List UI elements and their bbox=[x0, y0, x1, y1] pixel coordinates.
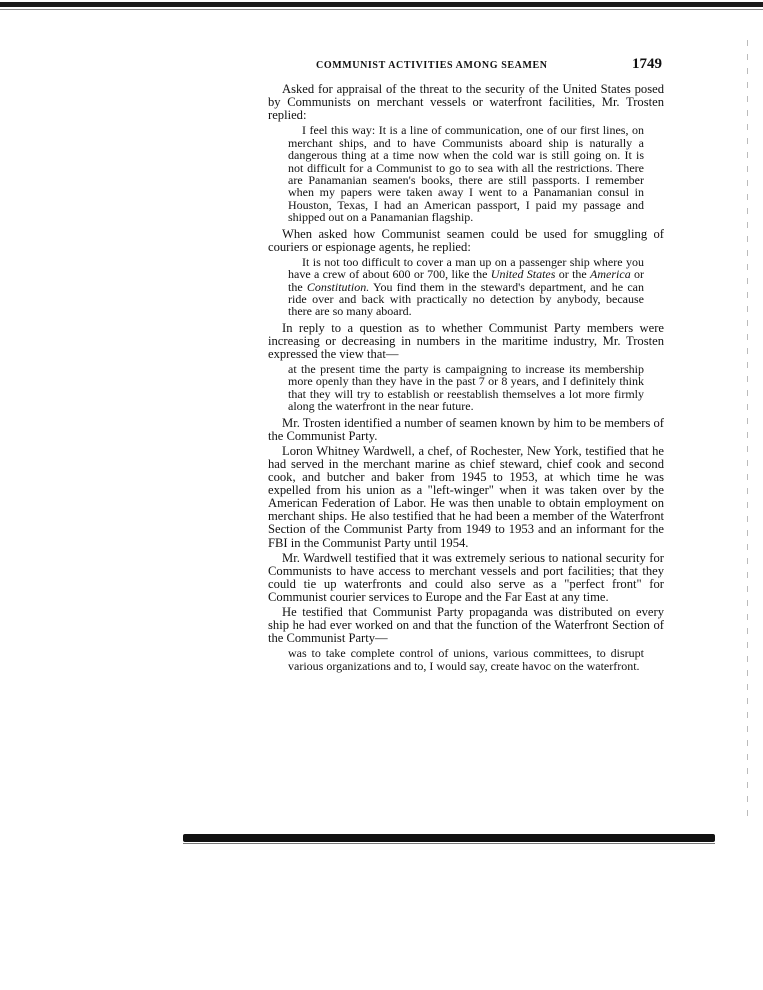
page-number: 1749 bbox=[632, 56, 662, 72]
paragraph-membership-question: In reply to a question as to whether Communist Party members were increasing or decreasing in numbers in the maritime industry, Mr. Trosten expressed the view that— bbox=[268, 320, 664, 361]
bottom-border-edge bbox=[183, 843, 715, 844]
quote-trosten-threat bbox=[288, 124, 644, 223]
quote-wardwell-function bbox=[288, 647, 644, 672]
ship-name: Constitution. bbox=[306, 279, 370, 294]
top-border-rule bbox=[0, 2, 763, 7]
paragraph-wardwell-propaganda: He testified that Communist Party propaganda was distributed on every ship he had ever worked on and that the function of the Waterfront Section of the Communist Party— bbox=[268, 604, 664, 646]
quote-trosten-membership bbox=[288, 363, 644, 413]
running-head: COMMUNIST ACTIVITIES AMONG SEAMEN bbox=[316, 60, 548, 71]
quote-text: It is not too difficult to cover a man up on a passenger ship where you have a crew of about 600 or 700, like the United States or the America or the Constitution. You find them in the steward's department, and he can ride over and back with practically no detection by anybody, because there are so many aboard. bbox=[288, 254, 645, 319]
ship-name: United States bbox=[490, 267, 556, 282]
quote-text: was to take complete control of unions, various committees, to disrupt various organizations and to, I would say, create havoc on the waterfront. bbox=[288, 646, 644, 673]
page-body bbox=[268, 83, 664, 676]
page-header bbox=[268, 56, 664, 76]
paragraph-appraisal-question: Asked for appraisal of the threat to the security of the United States posed by Communists on merchant vessels or waterfront facilities, Mr. Trosten replied: bbox=[268, 82, 664, 123]
paragraph-wardwell-security: Mr. Wardwell testified that it was extremely serious to national security for Communists to have access to merchant vessels and port facilities; that they could tie up waterfronts and could also serve as a "perfect front" for Communist courier services to Europe and the Far East at any time. bbox=[268, 550, 664, 604]
quote-text: I feel this way: It is a line of communication, one of our first lines, on merchant ships, and to have Communists aboard ship is naturally a dangerous thing at a time now when the cold war is still going on. It is not difficult for a Communist to go to sea with all the restrictions. There are Panamanian seamen's books, there are still passports. I remember when my papers were taken away I went to a Panamanian consul in Houston, Texas, I had an American passport, I paid my passage and shipped out on a Panamanian flagship. bbox=[288, 123, 644, 225]
scan-margin-artifact bbox=[747, 40, 748, 820]
paragraph-trosten-identified: Mr. Trosten identified a number of seamen known by him to be members of the Communist Party. bbox=[268, 415, 664, 443]
ship-name: America bbox=[590, 267, 631, 282]
quote-text: at the present time the party is campaigning to increase its membership more openly than they have in the past 7 or 8 years, and I definitely think that they will try to establish or reestablish themselves a lot more firmly along the waterfront in the near future. bbox=[288, 362, 644, 414]
top-border-thin-rule bbox=[0, 9, 763, 10]
bottom-border-rule bbox=[183, 834, 715, 842]
quote-trosten-smuggling bbox=[288, 256, 644, 318]
paragraph-smuggling-question: When asked how Communist seamen could be used for smuggling of couriers or espionage agents, he replied: bbox=[268, 226, 664, 254]
paragraph-wardwell-background: Loron Whitney Wardwell, a chef, of Rochester, New York, testified that he had served in the merchant marine as chief steward, chief cook and second cook, and butcher and baker from 1945 to 1953, at which time he was expelled from his union as a "left-winger" when it was taken over by the American Federation of Labor. He was then unable to obtain employment on merchant ships. He also testified that he had been a member of the Waterfront Section of the Communist Party from 1949 to 1953 and an informant for the FBI in the Communist Party until 1954. bbox=[268, 443, 664, 550]
